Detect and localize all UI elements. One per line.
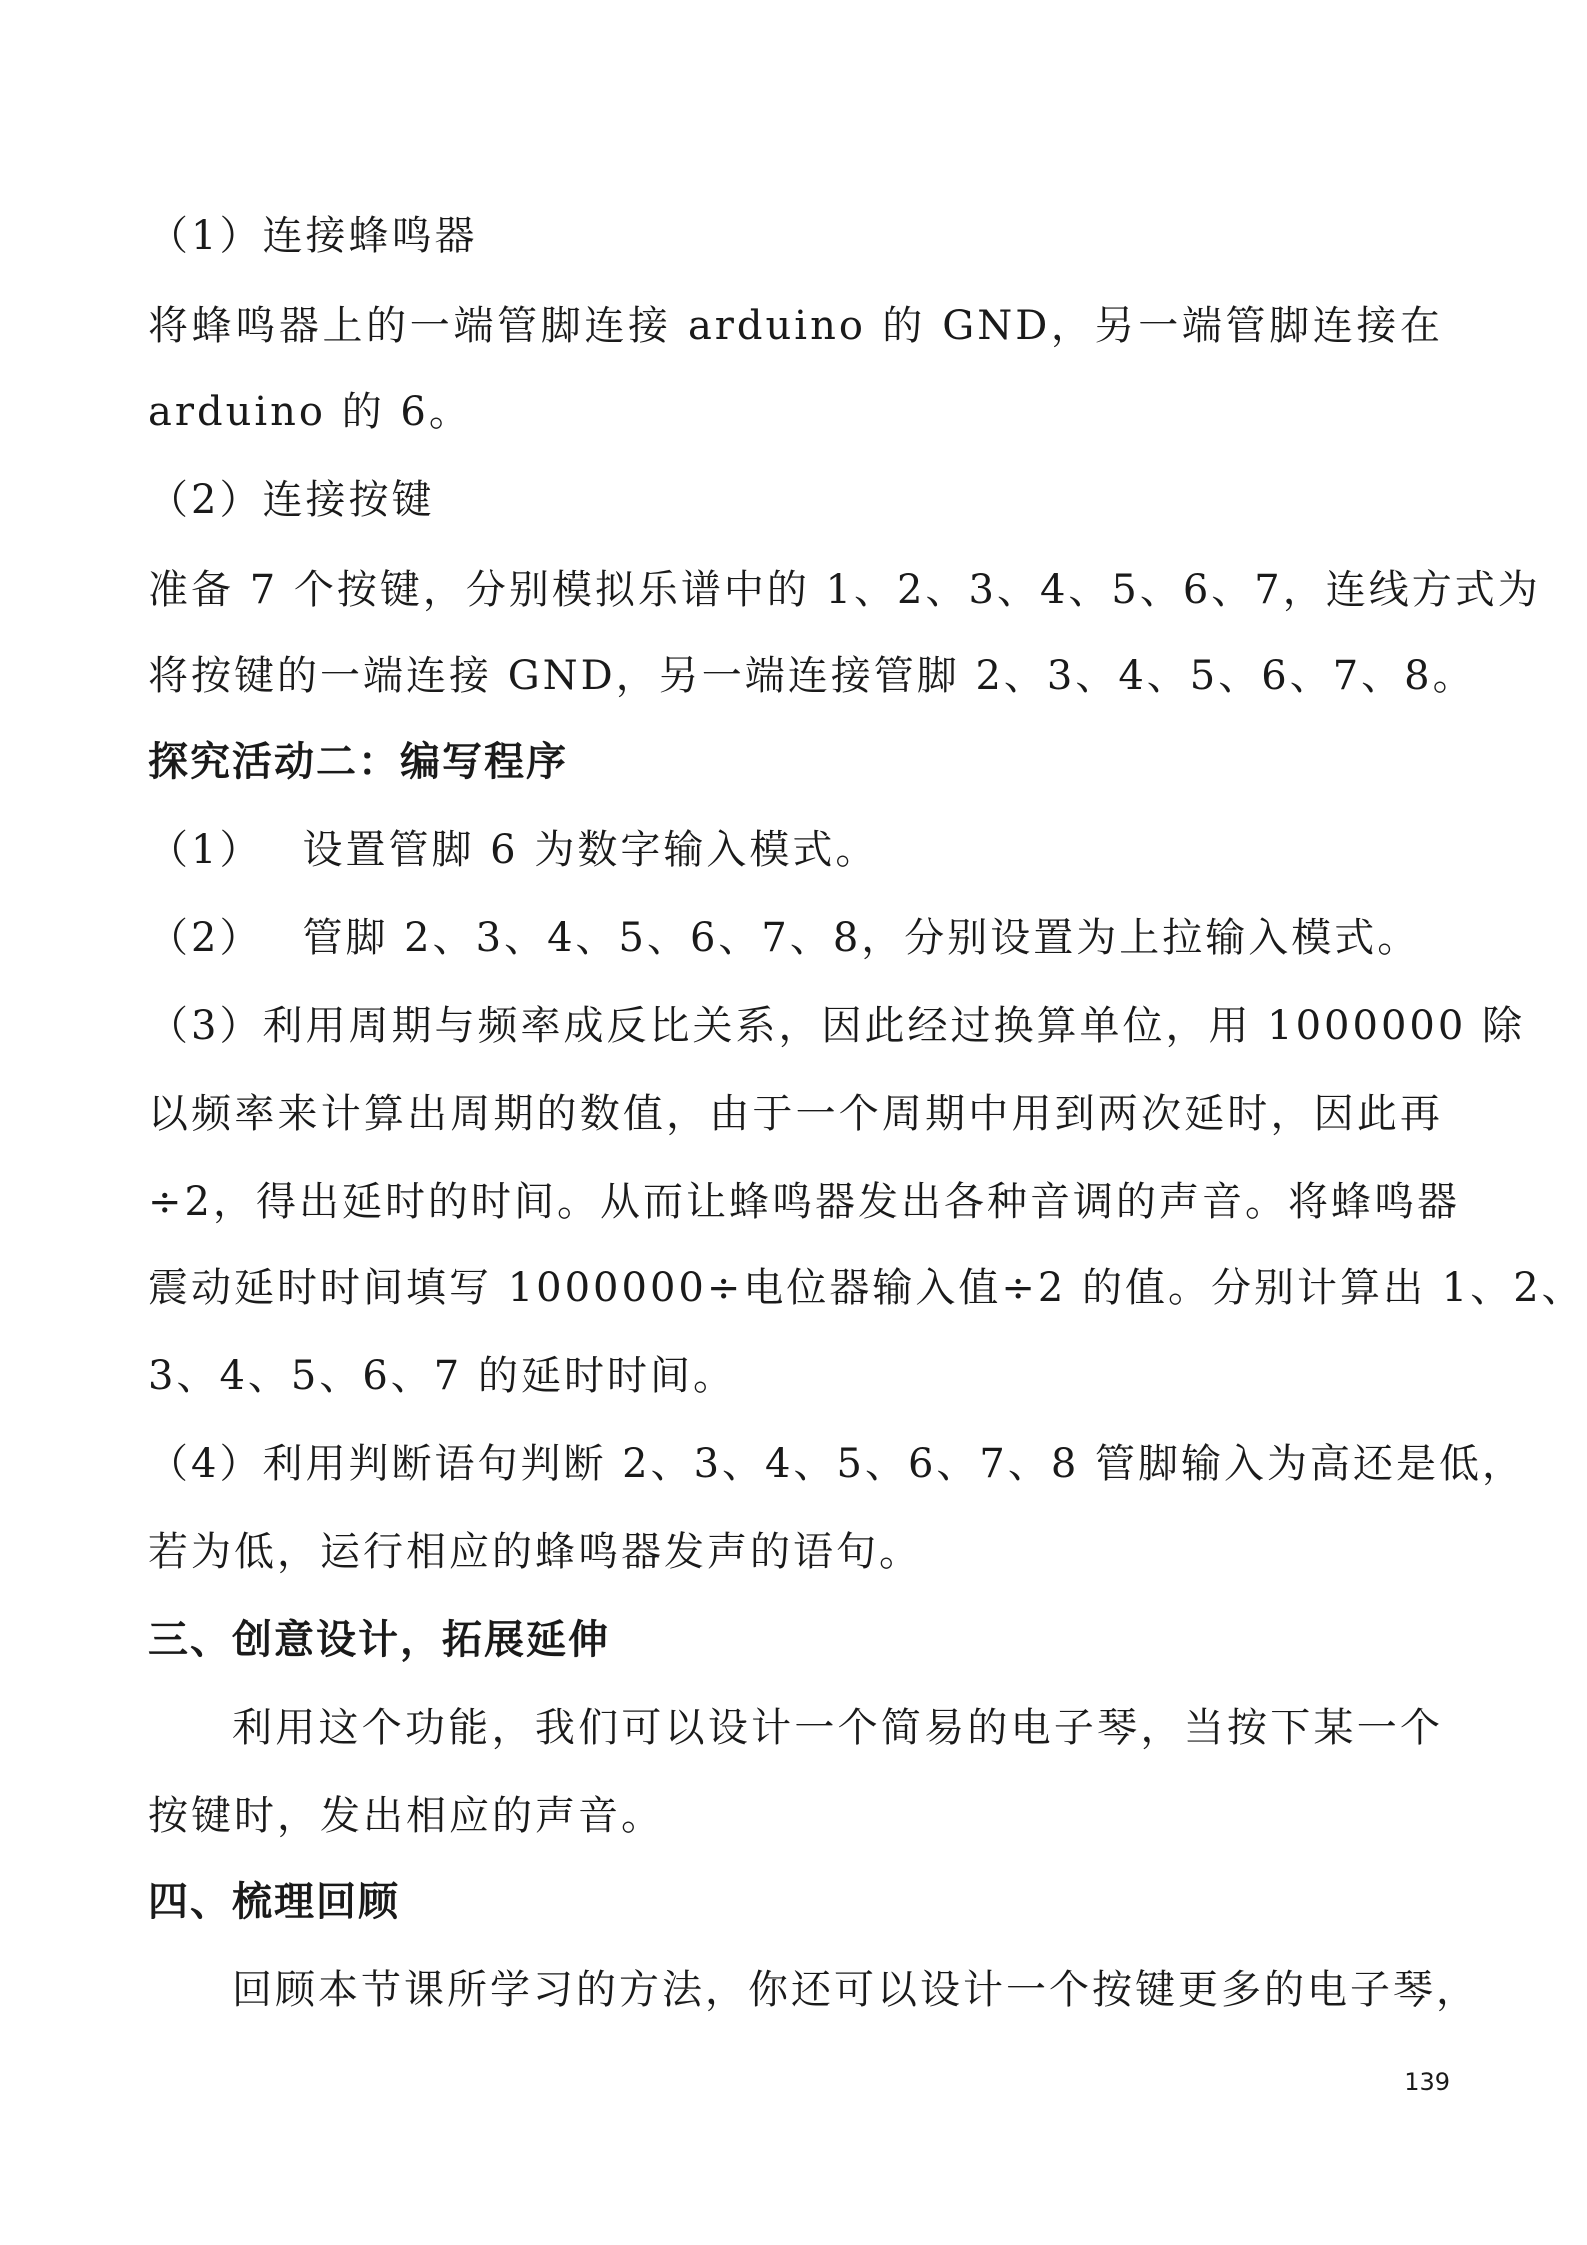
program-step-2-text: 管脚 2、3、4、5、6、7、8，分别设置为上拉输入模式。 [302, 915, 1421, 961]
section-heading-activity-two: 探究活动二：编写程序 [148, 739, 568, 785]
program-step-3-line-4: 震动延时时间填写 1000000÷电位器输入值÷2 的值。分别计算出 1、2、 [148, 1265, 1585, 1311]
program-step-3-line-2: 以频率来计算出周期的数值，由于一个周期中用到两次延时，因此再 [148, 1091, 1443, 1137]
creative-paragraph-line-1: 利用这个功能，我们可以设计一个简易的电子琴，当按下某一个 [232, 1705, 1443, 1751]
program-step-4-line-2: 若为低，运行相应的蜂鸣器发声的语句。 [148, 1529, 922, 1575]
program-step-3-line-1: （3）利用周期与频率成反比关系，因此经过换算单位，用 1000000 除 [148, 1003, 1526, 1049]
creative-paragraph-line-2: 按键时，发出相应的声音。 [148, 1793, 664, 1839]
program-step-3-line-5: 3、4、5、6、7 的延时时间。 [148, 1353, 736, 1399]
review-paragraph-line-1: 回顾本节课所学习的方法，你还可以设计一个按键更多的电子琴， [232, 1967, 1479, 2013]
buzzer-instructions-line-1: 将蜂鸣器上的一端管脚连接 arduino 的 GND，另一端管脚连接在 [148, 303, 1443, 349]
buzzer-instructions-line-2: arduino 的 6。 [148, 389, 472, 435]
program-step-3-line-3: ÷2，得出延时的时间。从而让蜂鸣器发出各种音调的声音。将蜂鸣器 [148, 1179, 1460, 1225]
section-heading-creative-design: 三、创意设计，拓展延伸 [148, 1617, 610, 1663]
section-heading-review: 四、梳理回顾 [148, 1879, 400, 1925]
program-step-2 [148, 910, 1443, 966]
program-step-4-line-1: （4）利用判断语句判断 2、3、4、5、6、7、8 管脚输入为高还是低， [148, 1441, 1526, 1487]
program-step-1-text: 设置管脚 6 为数字输入模式。 [302, 827, 879, 873]
button-instructions-line-2: 将按键的一端连接 GND，另一端连接管脚 2、3、4、5、6、7、8。 [148, 653, 1476, 699]
program-step-1-number: （1） [148, 827, 263, 873]
program-step-2-number: （2） [148, 915, 263, 961]
step-connect-buttons: （2）连接按键 [148, 477, 435, 523]
page-number: 139 [1404, 2068, 1450, 2096]
step-connect-buzzer: （1）连接蜂鸣器 [148, 213, 478, 259]
program-step-1 [148, 822, 1443, 878]
button-instructions-line-1: 准备 7 个按键，分别模拟乐谱中的 1、2、3、4、5、6、7，连线方式为 [148, 567, 1541, 613]
